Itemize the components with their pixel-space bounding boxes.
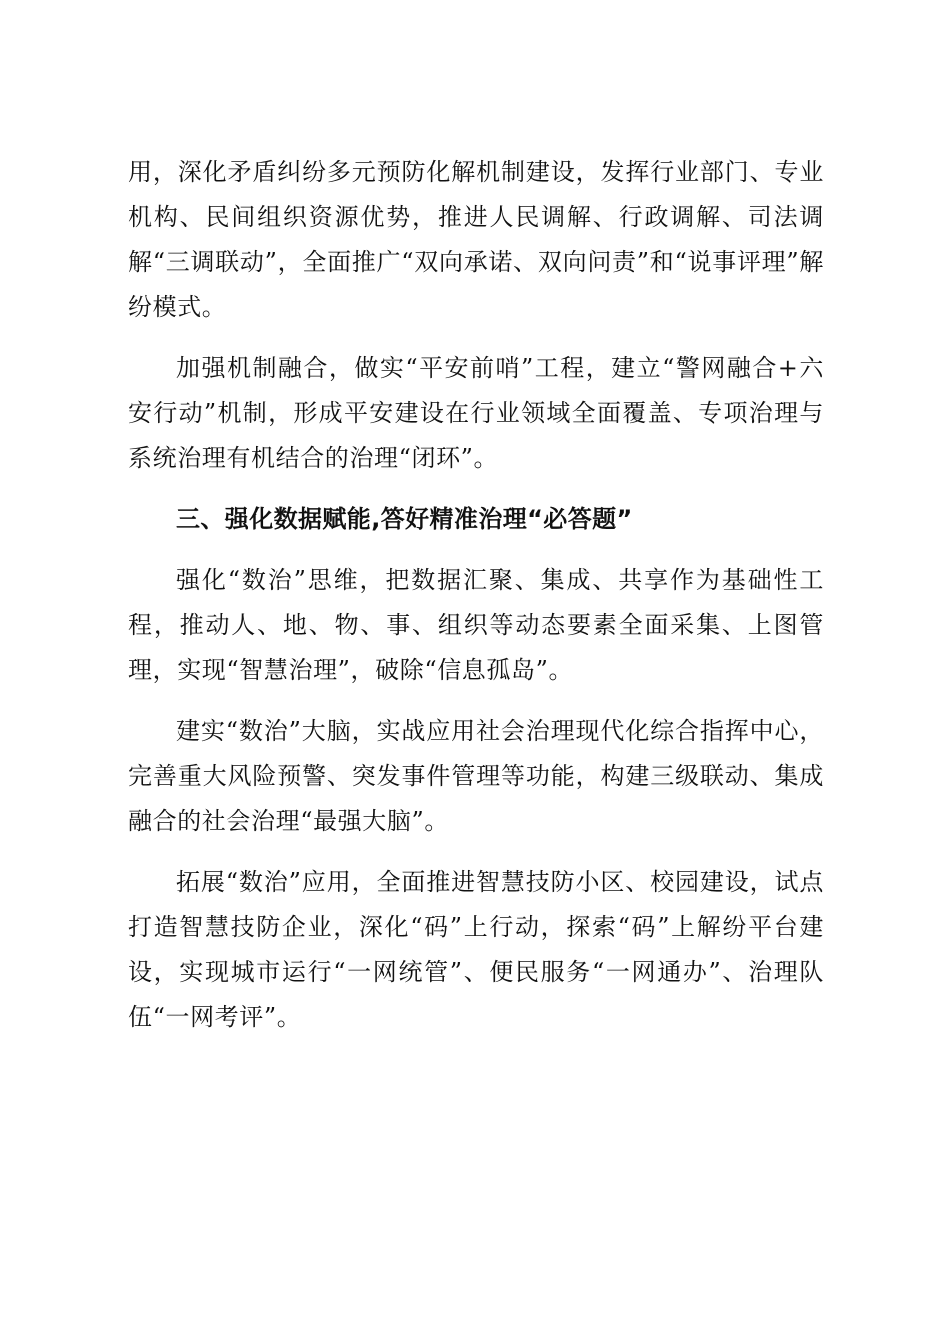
paragraph-continued: 用，深化矛盾纠纷多元预防化解机制建设，发挥行业部门、专业机构、民间组织资源优势，推进人民调解、行政调解、司法调解“三调联动”，全面推广“双向承诺、双向问责”和“说事评理”解纷模式。: [128, 158, 824, 321]
paragraph-mechanism-fusion: 加强机制融合，做实“平安前哨”工程，建立“警网融合+六安行动”机制，形成平安建设在行业领域全面覆盖、专项治理与系统治理有机结合的治理“闭环”。: [128, 354, 824, 472]
paragraph-data-thinking: 强化“数治”思维，把数据汇聚、集成、共享作为基础性工程，推动人、地、物、事、组织等动态要素全面采集、上图管理，实现“智慧治理”，破除“信息孤岛”。: [128, 566, 824, 684]
section-heading: 三、强化数据赋能,答好精准治理“必答题”: [176, 505, 633, 533]
paragraph-data-brain: 建实“数治”大脑，实战应用社会治理现代化综合指挥中心，完善重大风险预警、突发事件管理等功能，构建三级联动、集成融合的社会治理“最强大脑”。: [128, 717, 824, 835]
paragraph-data-application: 拓展“数治”应用，全面推进智慧技防小区、校园建设，试点打造智慧技防企业，深化“码”上行动，探索“码”上解纷平台建设，实现城市运行“一网统管”、便民服务“一网通办”、治理队伍“一网考评”。: [128, 868, 824, 1031]
document-page: [128, 150, 824, 1056]
